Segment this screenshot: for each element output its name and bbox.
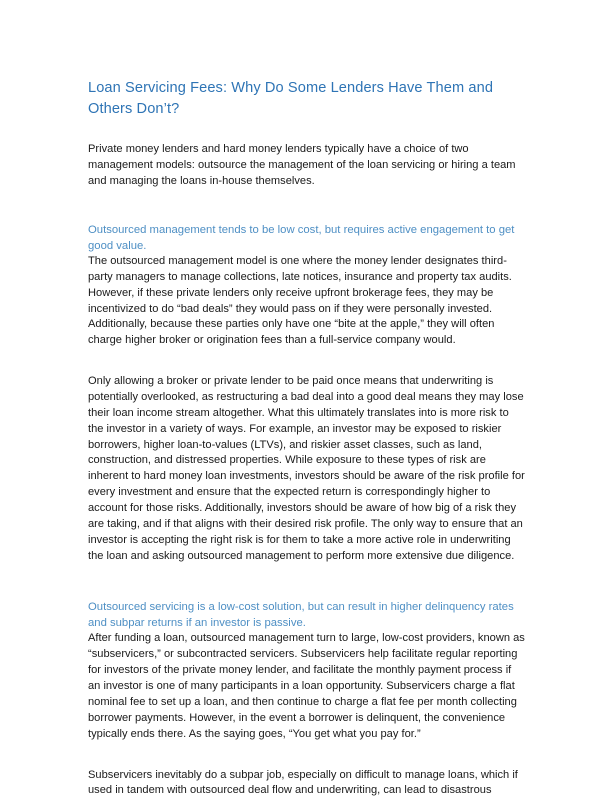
spacer (88, 202, 526, 212)
section-1-paragraph-0: After funding a loan, outsourced management turn to large, low-cost providers, known as “subservicers,” or subcontracted servicers. Subservicers help facilitate regular reporting for investors of the private money lender, and facilitate the monthly payment process if an investor is one of many participants in a loan opportunity. Subservicers charge a flat nominal fee to set up a loan, and then continue to charge a flat fee per month collecting borrower payments. However, in the event a borrower is delinquent, the convenience typically ends there. As the saying goes, “You get what you pay for.” (88, 632, 525, 740)
spacer (88, 755, 526, 768)
section-heading-outsourced-management: Outsourced management tends to be low cost, but requires active engagement to get good value. (88, 223, 515, 252)
intro-paragraph: Private money lenders and hard money lenders typically have a choice of two management models: outsource the management of the loan servicing or hiring a team and managing the loans in-house themselves. (88, 143, 516, 188)
section-1-paragraph-1: Subservicers inevitably do a subpar job, especially on difficult to manage loans, which if used in tandem with outsourced deal flow and underwriting, can lead to disastrous (88, 768, 518, 797)
spacer (88, 361, 526, 374)
section-heading-outsourced-servicing: Outsourced servicing is a low-cost solution, but can result in higher delinquency rates and subpar returns if an investor is passive. (88, 601, 514, 630)
spacer (88, 576, 526, 589)
page-title: Loan Servicing Fees: Why Do Some Lenders Have Them and Others Don’t? (88, 80, 494, 118)
section-0-paragraph-0: The outsourced management model is one where the money lender designates third-party managers to manage collections, late notices, insurance and property tax audits. However, if these private lenders only receive upfront brokerage fees, they may be incentivized to do “bad deals” they would pass on if they were personally invested. Additionally, because these parties only have one “bite at the apple,” they will often charge higher broker or origination fees than a full-service company would. (88, 254, 512, 347)
section-0-paragraph-1: Only allowing a broker or private lender to be paid once means that underwriting is potentially overlooked, as restructuring a bad deal into a good deal means they may lose their loan income stream altogether. What this ultimately translates into is more risk to the investor in a variety of ways. For example, an investor may be exposed to riskier borrowers, higher loan-to-values (LTVs), and riskier asset classes, such as land, construction, and distressed properties. While exposure to these types of risk are inherent to hard money loan investments, investors should be aware of the risk profile for every investment and ensure that the expected return is correspondingly higher to account for those risks. Additionally, investors should be aware of how big of a risk they are taking, and if that aligns with their desired risk profile. The only way to ensure that an investor is accepting the right risk is for them to take a more active role in underwriting the loan and asking outsourced management to perform more extensive due diligence. (88, 375, 525, 562)
document-content (88, 78, 526, 799)
